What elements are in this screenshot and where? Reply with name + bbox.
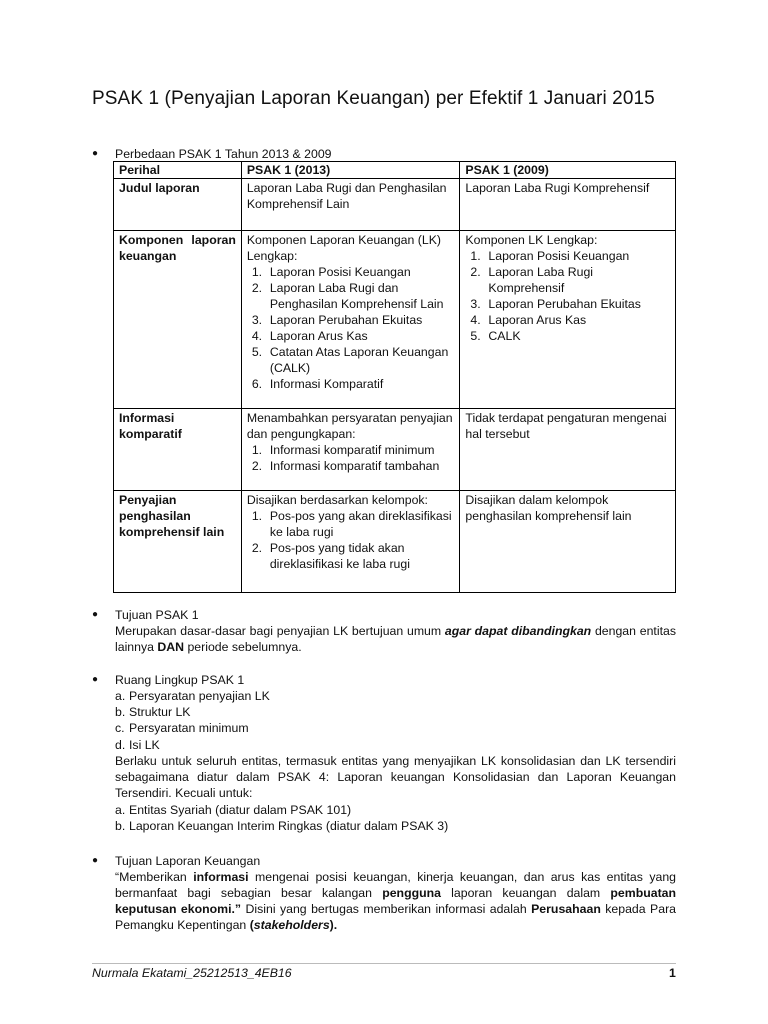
section-heading: Perbedaan PSAK 1 Tahun 2013 & 2009: [115, 147, 332, 161]
comparison-table: [113, 161, 676, 593]
tujuan-psak-paragraph: Merupakan dasar-dasar bagi penyajian LK bertujuan umum agar dapat dibandingkan dengan entitas lainnya DAN periode sebelumnya.: [115, 624, 676, 654]
bullet: ●: [92, 609, 99, 620]
list-item: 3. Laporan Perubahan Ekuitas: [470, 297, 641, 311]
table-cell: Laporan Laba Rugi Komprehensif: [460, 179, 676, 231]
list-item: 2. Pos-pos yang tidak akan direklasifikasi ke laba rugi: [251, 541, 410, 571]
list-item: d. Isi LK: [115, 737, 160, 752]
table-cell: [460, 231, 676, 409]
numbered-list: [247, 508, 455, 572]
exception-list: [115, 802, 448, 834]
table-cell: Laporan Laba Rugi dan Penghasilan Komprehensif Lain: [241, 179, 460, 231]
column-header: PSAK 1 (2013): [241, 162, 460, 179]
scope-list: [115, 688, 270, 753]
list-item: a. Entitas Syariah (diatur dalam PSAK 101): [115, 803, 352, 817]
section-heading: Tujuan PSAK 1: [115, 608, 199, 622]
list-item: 2. Informasi komparatif tambahan: [251, 459, 440, 473]
table-header-row: [114, 162, 676, 179]
list-item: 1. Informasi komparatif minimum: [251, 443, 435, 457]
row-label: Penyajian penghasilan komprehensif lain: [114, 491, 242, 593]
footer-author: Nurmala Ekatami_25212513_4EB16: [92, 966, 292, 980]
list-item: 4. Laporan Arus Kas: [470, 313, 587, 327]
scope-paragraph: Berlaku untuk seluruh entitas, termasuk entitas yang menyajikan LK konsolidasian dan LK tersendiri sebagaimana diatur dalam PSAK 4: Laporan keuangan Konsolidasian dan Laporan Keuangan Tersendiri. Kecuali untuk:: [115, 754, 676, 800]
list-item: 6. Informasi Komparatif: [251, 377, 384, 391]
list-item: 5. CALK: [470, 329, 521, 343]
column-header: PSAK 1 (2009): [460, 162, 676, 179]
cell-intro: Komponen Laporan Keuangan (LK) Lengkap:: [246, 233, 442, 263]
table-cell: [241, 491, 460, 593]
list-item: 3. Laporan Perubahan Ekuitas: [251, 313, 423, 327]
tujuan-laporan-paragraph: “Memberikan informasi mengenai posisi keuangan, kinerja keuangan, dan arus kas entitas yang bermanfaat bagi sebagian besar kalangan pengguna laporan keuangan dalam pembuatan keputusan ekonomi.” Disini yang bertugas memberikan informasi adalah Perusahaan kepada Para Pemangku Kepentingan (stakeholders).: [115, 870, 677, 932]
list-item: a. Persyaratan penyajian LK: [115, 689, 270, 703]
list-item: 5. Catatan Atas Laporan Keuangan (CALK): [251, 345, 449, 375]
section-heading: Ruang Lingkup PSAK 1: [115, 673, 245, 687]
footer-divider: [92, 963, 676, 964]
table-row: [114, 231, 676, 409]
list-item: 1. Laporan Posisi Keuangan: [470, 249, 630, 263]
numbered-list: [247, 264, 455, 392]
numbered-list: [247, 442, 455, 474]
row-label: Informasi komparatif: [114, 409, 242, 491]
cell-intro: Disajikan berdasarkan kelompok:: [246, 493, 428, 507]
table-row: [114, 179, 676, 231]
emphasis-text: agar dapat dibandingkan: [444, 624, 592, 638]
list-item: 1. Pos-pos yang akan direklasifikasi ke laba rugi: [251, 509, 452, 539]
list-item: 4. Laporan Arus Kas: [251, 329, 368, 343]
cell-intro: Menambahkan persyaratan penyajian dan pengungkapan:: [246, 411, 453, 441]
table-cell: Tidak terdapat pengaturan mengenai hal tersebut: [460, 409, 676, 491]
numbered-list: [465, 248, 670, 344]
table-row: [114, 409, 676, 491]
bullet: ●: [92, 855, 99, 866]
list-item: 2. Laporan Laba Rugi dan Penghasilan Komprehensif Lain: [251, 281, 444, 311]
column-header: Perihal: [114, 162, 242, 179]
list-item: b. Struktur LK: [115, 705, 191, 720]
page-number: 1: [669, 966, 676, 980]
list-item: 1. Laporan Posisi Keuangan: [251, 265, 411, 279]
list-item: c. Persyaratan minimum: [115, 721, 249, 736]
list-item: 2. Laporan Laba Rugi Komprehensif: [470, 265, 594, 295]
bullet: ●: [92, 148, 99, 159]
table-row: [114, 491, 676, 593]
row-label: Komponen laporan keuangan: [114, 231, 242, 409]
bullet: ●: [92, 674, 99, 685]
table-cell: [241, 409, 460, 491]
section-heading: Tujuan Laporan Keuangan: [115, 854, 261, 868]
emphasis-text: DAN: [157, 640, 185, 654]
table-cell: [241, 231, 460, 409]
cell-intro: Komponen LK Lengkap:: [465, 233, 598, 247]
page-title: PSAK 1 (Penyajian Laporan Keuangan) per Efektif 1 Januari 2015: [92, 88, 655, 109]
row-label: Judul laporan: [114, 179, 242, 231]
list-item: b. Laporan Keuangan Interim Ringkas (diatur dalam PSAK 3): [115, 819, 449, 834]
table-cell: Disajikan dalam kelompok penghasilan komprehensif lain: [460, 491, 676, 593]
